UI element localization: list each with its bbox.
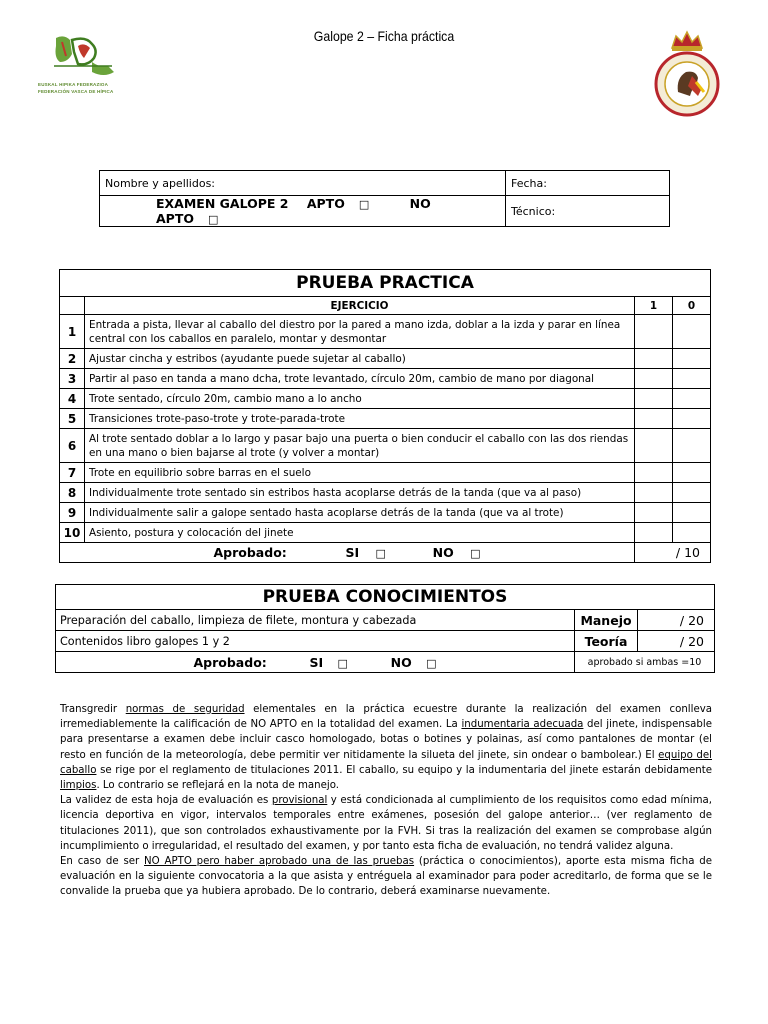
knowledge-row-theory: Contenidos libro galopes 1 y 2 — [56, 631, 575, 652]
exercise-number: 3 — [60, 369, 85, 389]
practical-total[interactable]: / 10 — [635, 543, 711, 563]
exercise-number: 6 — [60, 429, 85, 463]
score-one-cell[interactable] — [635, 483, 673, 503]
handling-area-label: Manejo — [575, 610, 638, 631]
date-label: Fecha: — [511, 176, 547, 190]
score-zero-cell[interactable] — [673, 523, 711, 543]
exercise-number: 1 — [60, 315, 85, 349]
header-num-cell — [60, 297, 85, 315]
exercise-description: Asiento, postura y colocación del jinete — [85, 523, 635, 543]
exercise-column-header: EJERCICIO — [85, 297, 635, 315]
knowledge-approved-label: Aprobado: — [193, 654, 267, 670]
knowledge-title: PRUEBA CONOCIMIENTOS — [56, 585, 715, 610]
logo-left-caption-1: EUSKAL HIPIKA FEDERAZIOA — [38, 82, 109, 87]
score-one-cell[interactable] — [635, 523, 673, 543]
practical-approved-cell — [60, 543, 635, 563]
technician-cell[interactable] — [506, 196, 670, 227]
score-zero-cell[interactable] — [673, 315, 711, 349]
score-zero-cell[interactable] — [673, 389, 711, 409]
date-cell[interactable] — [506, 171, 670, 196]
exercise-row — [60, 369, 711, 389]
score-zero-cell[interactable] — [673, 409, 711, 429]
score-zero-cell[interactable] — [673, 429, 711, 463]
name-label: Nombre y apellidos: — [105, 176, 216, 190]
score-one-cell[interactable] — [635, 369, 673, 389]
practical-si-checkbox[interactable]: □ — [375, 547, 386, 560]
notes-paragraph-retake: En caso de ser NO APTO pero haber aprobado una de las pruebas (práctica o conocimientos), aporte esta misma ficha de evaluación en la siguiente convocatoria a la que asista y entréguela al examinador para poder acreditarlo, de forma que se le convalide la prueba que ya hubiera aprobado. De lo contrario, deberá examinarse nuevamente. — [60, 856, 712, 898]
exercise-row — [60, 349, 711, 369]
score-one-cell[interactable] — [635, 315, 673, 349]
knowledge-si-checkbox[interactable]: □ — [337, 656, 348, 670]
practical-si-label: SI — [345, 545, 360, 560]
theory-score[interactable]: / 20 — [638, 631, 715, 652]
score-one-header: 1 — [635, 297, 673, 315]
exercise-row — [60, 389, 711, 409]
score-one-cell[interactable] — [635, 409, 673, 429]
exam-notes — [60, 702, 712, 900]
exercise-description: Trote en equilibrio sobre barras en el suelo — [85, 463, 635, 483]
exercise-description: Partir al paso en tanda a mano dcha, trote levantado, círculo 20m, cambio de mano por diagonal — [85, 369, 635, 389]
exercise-row — [60, 409, 711, 429]
notes-paragraph-validity: La validez de esta hoja de evaluación es provisional y está condicionada al cumplimiento de los requisitos como edad mínima, licencia deportiva en vigor, intervalos temporales entre exámenes, posesión del galope anterior… (ver reglamento de titulaciones 2011), que son controlados exhaustivamente por la FVH. Si tras la realización del examen se comprobase algún incumplimiento o irregularidad, el resultado del examen, y por tanto esta ficha de evaluación, no tendrá validez alguna. — [60, 795, 712, 852]
exercise-description: Entrada a pista, llevar al caballo del diestro por la pared a mano izda, doblar a la izda y parar en línea central con los caballos en paralelo, montar y desmontar — [85, 315, 635, 349]
exercise-row — [60, 523, 711, 543]
exam-label: EXAMEN GALOPE 2 — [156, 196, 289, 211]
practical-approved-label: Aprobado: — [213, 545, 287, 560]
candidate-info-table — [99, 170, 670, 227]
exercise-description: Al trote sentado doblar a lo largo y pasar bajo una puerta o bien conducir el caballo con las dos riendas en una mano o bien bajarse al trote (y volver a montar) — [85, 429, 635, 463]
exercise-row — [60, 315, 711, 349]
notes-paragraph-safety: Transgredir normas de seguridad elementales en la práctica ecuestre durante la realización del examen conlleva irremediablemente la calificación de NO APTO en la totalidad del examen. La indumentaria adecuada del jinete, indispensable para presentarse a examen debe incluir casco homologado, botas o botines y polainas, así como pantalones de montar (el resto en función de la meteorología, debe permitir ver nitidamente la silueta del jinete, sin ondear o bambolear.) El equipo del caballo se rige por el reglamento de titulaciones 2011. El caballo, su equipo y la indumentaria del jinete estarán debidamente limpios. Lo contrario se reflejará en la nota de manejo. — [60, 704, 712, 792]
document-title: Galope 2 – Ficha práctica — [313, 28, 455, 44]
federation-logo-right — [652, 26, 722, 118]
exercise-description: Trote sentado, círculo 20m, cambio mano a lo ancho — [85, 389, 635, 409]
handling-score[interactable]: / 20 — [638, 610, 715, 631]
knowledge-no-label: NO — [390, 654, 412, 670]
score-zero-cell[interactable] — [673, 349, 711, 369]
exercise-number: 10 — [60, 523, 85, 543]
name-cell[interactable] — [100, 171, 506, 196]
exercise-row — [60, 483, 711, 503]
practical-no-checkbox[interactable]: □ — [470, 547, 481, 560]
score-one-cell[interactable] — [635, 429, 673, 463]
exercise-number: 8 — [60, 483, 85, 503]
knowledge-si-label: SI — [309, 654, 324, 670]
exam-result-cell — [100, 196, 506, 227]
horse-logo-icon — [34, 32, 126, 84]
exercise-number: 2 — [60, 349, 85, 369]
practical-no-label: NO — [432, 545, 454, 560]
exercise-description: Individualmente trote sentado sin estribos hasta acoplarse detrás de la tanda (que va al paso) — [85, 483, 635, 503]
score-zero-cell[interactable] — [673, 463, 711, 483]
exercise-description: Individualmente salir a galope sentado hasta acoplarse detrás de la tanda (que va al trote) — [85, 503, 635, 523]
exercise-row — [60, 429, 711, 463]
score-one-cell[interactable] — [635, 503, 673, 523]
knowledge-row-handling: Preparación del caballo, limpieza de filete, montura y cabezada — [56, 610, 575, 631]
apto-checkbox[interactable]: □ — [358, 198, 370, 211]
exercise-number: 9 — [60, 503, 85, 523]
no-apto-checkbox[interactable]: □ — [208, 213, 219, 226]
score-one-cell[interactable] — [635, 389, 673, 409]
crown-shield-icon — [652, 26, 722, 118]
exercise-number: 4 — [60, 389, 85, 409]
technician-label: Técnico: — [511, 204, 556, 218]
federation-logo-left — [34, 32, 126, 98]
exercise-description: Transiciones trote-paso-trote y trote-parada-trote — [85, 409, 635, 429]
no-apto-label: NO APTO — [156, 196, 431, 226]
exercise-number: 7 — [60, 463, 85, 483]
exercise-row — [60, 463, 711, 483]
score-one-cell[interactable] — [635, 349, 673, 369]
score-one-cell[interactable] — [635, 463, 673, 483]
theory-area-label: Teoría — [575, 631, 638, 652]
exercise-description: Ajustar cincha y estribos (ayudante puede sujetar al caballo) — [85, 349, 635, 369]
exercise-row — [60, 503, 711, 523]
score-zero-cell[interactable] — [673, 369, 711, 389]
score-zero-cell[interactable] — [673, 503, 711, 523]
knowledge-approved-cell — [56, 652, 575, 673]
practical-test-table — [59, 269, 711, 563]
logo-left-caption-2: FEDERACIÓN VASCA DE HÍPICA — [38, 89, 114, 94]
knowledge-no-checkbox[interactable]: □ — [426, 656, 437, 670]
knowledge-pass-note: aprobado si ambas =10 — [575, 652, 715, 673]
apto-label: APTO — [306, 196, 345, 211]
score-zero-header: 0 — [673, 297, 711, 315]
score-zero-cell[interactable] — [673, 483, 711, 503]
practical-title: PRUEBA PRACTICA — [60, 270, 711, 297]
knowledge-test-table — [55, 584, 715, 673]
exercise-number: 5 — [60, 409, 85, 429]
